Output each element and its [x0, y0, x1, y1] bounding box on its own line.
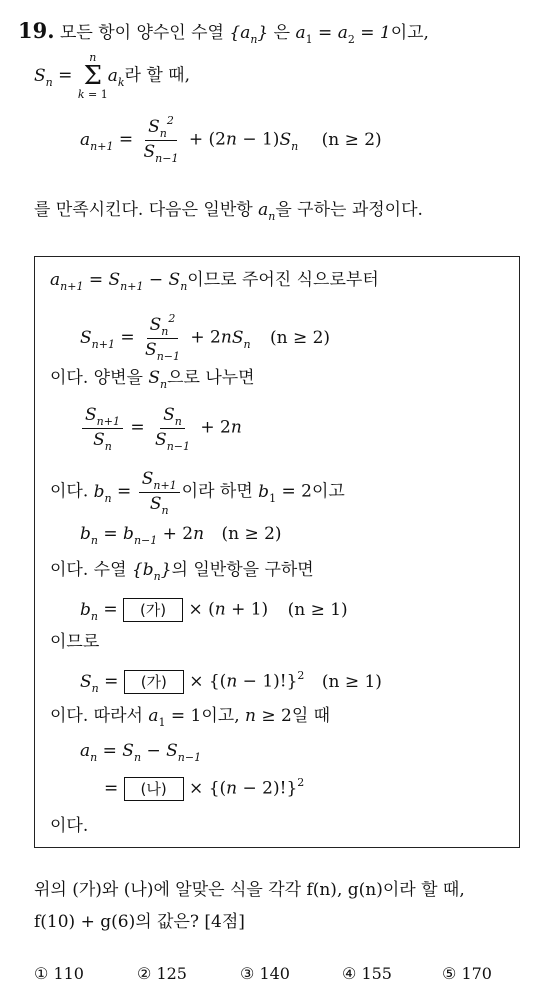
blank-na: (나) — [124, 777, 184, 801]
box-line-6: $b_n = b_{n-1} + 2n$ (n ≥ 2) — [80, 524, 282, 547]
box-line-10-condition: (n ≥ 1) — [321, 671, 382, 692]
prompt-line-2: f(10) + g(6)의 값은? [4점] — [34, 912, 245, 932]
choice-3-mark: ③ — [240, 964, 255, 983]
choice-1-mark: ① — [34, 964, 49, 983]
box-line-11: 이다. 따라서 $a_1 = 1$이고, n ≥ 2일 때 — [50, 706, 331, 729]
box-line-11-text: 이다. 따라서 — [50, 706, 143, 726]
box-line-11-tail: 일 때 — [291, 706, 331, 726]
choice-4-value: 155 — [361, 964, 392, 983]
question-line-3: 를 만족시킨다. 다음은 일반항 $a_n$을 구하는 과정이다. — [34, 200, 423, 223]
sigma-symbol: n Σ k = 1 — [77, 51, 108, 101]
question-line-1 — [18, 18, 429, 46]
choice-2-mark: ② — [137, 964, 152, 983]
box-line-2-condition: (n ≥ 2) — [269, 327, 331, 348]
box-line-5: 이다. $b_n$ = $\frac{S_{n+1}}{S_n}$ 이라 하면 $b_1 = 2$이고 — [50, 469, 345, 517]
box-line-10: $S_n$ = (가) × $\{(n - 1)!\}^2$ (n ≥ 1) — [80, 668, 382, 695]
box-line-7: 이다. 수열 $\{b_n\}$의 일반항을 구하면 — [50, 560, 314, 583]
box-line-1: $a_{n+1} = S_{n+1} - S_n$이므로 주어진 식으로부터 — [50, 270, 379, 293]
sum-tail: 라 할 때, — [124, 65, 190, 86]
prompt-line-1: 위의 (가)와 (나)에 알맞은 식을 각각 f(n), g(n)이라 할 때, — [34, 880, 465, 900]
box-line-5-tail: 이고 — [311, 481, 345, 502]
choice-4-mark: ④ — [342, 964, 357, 983]
box-line-12: $a_n = S_n - S_{n-1}$ — [80, 741, 202, 764]
box-line-7-text: 이다. 수열 — [50, 560, 127, 580]
choice-1[interactable] — [34, 964, 84, 983]
question-intro-3: 이고, — [390, 23, 429, 43]
box-line-4: $\frac{S_{n+1}}{S_n}$ = $\frac{S_n}{S_{n-1}}$ + 2n — [80, 406, 242, 450]
box-line-3-tail: 으로 나누면 — [167, 368, 255, 388]
choice-3-value: 140 — [259, 964, 290, 983]
choice-2-value: 125 — [156, 964, 187, 983]
box-line-5-mid: 이라 하면 — [181, 481, 253, 502]
box-line-6-condition: (n ≥ 2) — [221, 524, 282, 544]
question-intro-2: 은 — [273, 23, 291, 43]
box-line-2: $S_{n+1}$ = $\frac{S_n^2}{S_{n-1}}$ + $2nS_n$ (n ≥ 2) — [80, 312, 331, 363]
box-line-9: 이므로 — [50, 632, 100, 652]
blank-ga-1: (가) — [123, 598, 183, 622]
box-line-3-text: 이다. 양변을 — [50, 368, 143, 388]
box-line-13: = (나) × $\{(n - 2)!\}^2$ — [104, 777, 304, 801]
question-intro: 모든 항이 양수인 수열 — [59, 23, 224, 43]
question-line-3-tail: 을 구하는 과정이다. — [275, 200, 423, 220]
choice-4[interactable] — [342, 964, 392, 983]
choice-5[interactable] — [442, 964, 492, 983]
blank-ga-2: (가) — [124, 670, 184, 694]
box-line-14: 이다. — [50, 816, 89, 836]
sequence-set: $\{a_n\}$ — [229, 23, 269, 46]
initial-condition: $a_1 = a_2 = 1$ — [295, 23, 391, 46]
recurrence-formula: $a_{n+1}$ = $\frac{S_n^2}{S_{n-1}}$ + $(2n - 1)S_n$ (n ≥ 2) — [80, 114, 382, 165]
box-line-8: $b_n$ = (가) × (n + 1) (n ≥ 1) — [80, 599, 348, 623]
recurrence-condition: (n ≥ 2) — [321, 129, 382, 150]
box-line-8-condition: (n ≥ 1) — [287, 599, 348, 620]
box-line-1-text: 이므로 주어진 식으로부터 — [187, 270, 379, 290]
sum-definition: $S_n$ = n Σ k = 1 $a_k$라 할 때, — [34, 51, 190, 101]
choice-5-mark: ⑤ — [442, 964, 457, 983]
question-line-3-text: 를 만족시킨다. 다음은 일반항 — [34, 200, 253, 220]
box-line-3: 이다. 양변을 $S_n$으로 나누면 — [50, 368, 255, 391]
box-line-5-text: 이다. — [50, 481, 89, 502]
choice-5-value: 170 — [461, 964, 492, 983]
choice-2[interactable] — [137, 964, 187, 983]
box-line-11-mid: 이고, — [201, 706, 240, 726]
choice-3[interactable] — [240, 964, 290, 983]
choice-1-value: 110 — [53, 964, 84, 983]
question-number: 19. — [18, 18, 55, 43]
box-line-7-tail: 의 일반항을 구하면 — [171, 560, 314, 580]
